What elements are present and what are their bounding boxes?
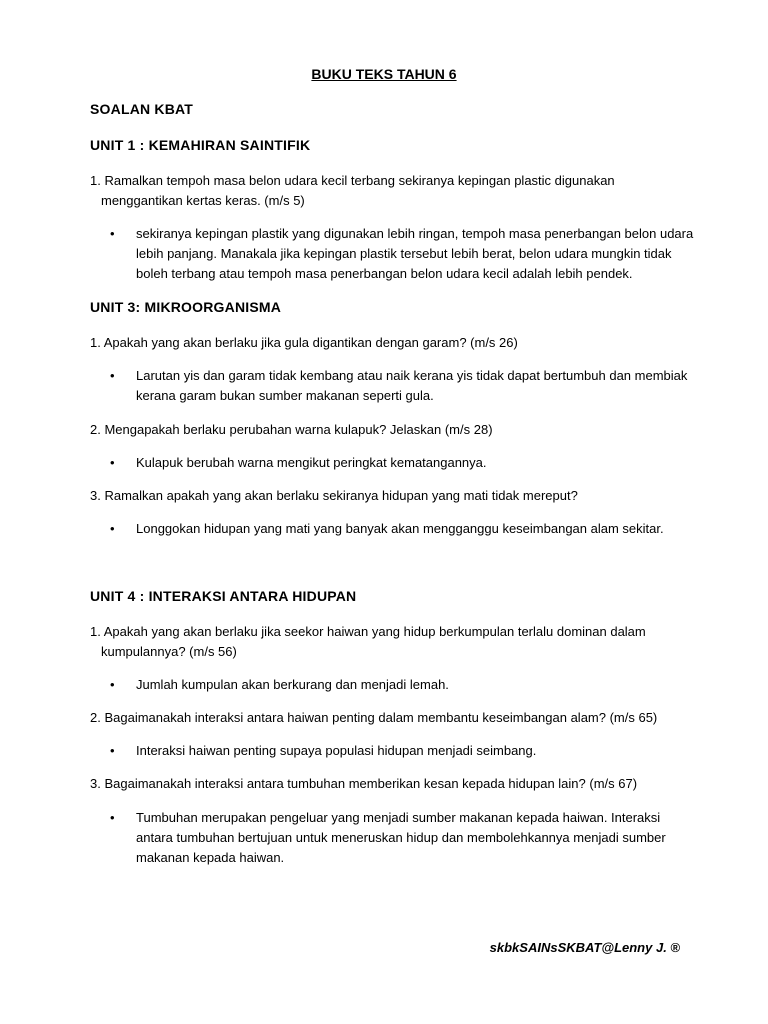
unit-4-answer-2 — [110, 741, 700, 761]
unit-4-question-1 — [90, 622, 690, 662]
unit-3-heading: UNIT 3: MIKROORGANISMA — [90, 299, 282, 315]
unit-3-question-2 — [90, 420, 690, 440]
unit-3-question-3 — [90, 486, 690, 506]
answer-text: Larutan yis dan garam tidak kembang atau naik kerana yis tidak dapat bertumbuh dan membiak kerana garam bukan sumber makanan seperti gula. — [136, 368, 688, 403]
answer-text: Tumbuhan merupakan pengeluar yang menjadi sumber makanan kepada haiwan. Interaksi antara tumbuhan bertujuan untuk meneruskan hidup dan membolehkannya menjadi sumber makanan kepada haiwan. — [136, 810, 666, 865]
footer-signature: skbkSAINsSKBAT@Lenny J. ® — [489, 940, 680, 955]
bullet-icon: • — [110, 368, 115, 383]
unit-4-heading: UNIT 4 : INTERAKSI ANTARA HIDUPAN — [90, 588, 357, 604]
bullet-icon: • — [110, 743, 115, 758]
answer-text: Longgokan hidupan yang mati yang banyak akan mengganggu keseimbangan alam sekitar. — [136, 521, 664, 536]
question-text: 3. Ramalkan apakah yang akan berlaku sekiranya hidupan yang mati tidak mereput? — [90, 488, 578, 503]
answer-text: Interaksi haiwan penting supaya populasi hidupan menjadi seimbang. — [136, 743, 537, 758]
unit-4-answer-1 — [110, 675, 700, 695]
unit-3-answer-3 — [110, 519, 700, 539]
unit-1-answer-1 — [110, 224, 700, 284]
unit-4-question-3 — [90, 774, 690, 794]
unit-4-question-2 — [90, 708, 690, 728]
unit-3-answer-2 — [110, 453, 700, 473]
bullet-icon: • — [110, 226, 115, 241]
bullet-icon: • — [110, 521, 115, 536]
bullet-icon: • — [110, 810, 115, 825]
question-text-continued: kumpulannya? (m/s 56) — [101, 644, 237, 659]
unit-3-answer-1 — [110, 366, 700, 406]
answer-text: Kulapuk berubah warna mengikut peringkat kematangannya. — [136, 455, 487, 470]
answer-text: sekiranya kepingan plastik yang digunakan lebih ringan, tempoh masa penerbangan belon udara lebih panjang. Manakala jika kepingan plastik tersebut lebih berat, belon udara mungkin tidak boleh terbang atau tempoh masa penerbangan belon udara kecil adalah lebih pendek. — [136, 226, 694, 281]
question-text: 1. Ramalkan tempoh masa belon udara kecil terbang sekiranya kepingan plastic digunakan — [90, 173, 615, 188]
question-text: 1. Apakah yang akan berlaku jika gula digantikan dengan garam? (m/s 26) — [90, 335, 518, 350]
subtitle-soalan-kbat: SOALAN KBAT — [90, 101, 194, 117]
unit-1-question-1 — [90, 171, 690, 211]
unit-3-question-1 — [90, 333, 690, 353]
question-text: 2. Bagaimanakah interaksi antara haiwan penting dalam membantu keseimbangan alam? (m/s 65) — [90, 710, 658, 725]
answer-text: Jumlah kumpulan akan berkurang dan menjadi lemah. — [136, 677, 449, 692]
unit-4-answer-3 — [110, 808, 700, 868]
question-text: 3. Bagaimanakah interaksi antara tumbuhan memberikan kesan kepada hidupan lain? (m/s 67) — [90, 776, 638, 791]
unit-1-heading: UNIT 1 : KEMAHIRAN SAINTIFIK — [90, 137, 311, 153]
question-text-continued: menggantikan kertas keras. (m/s 5) — [101, 193, 305, 208]
question-text: 1. Apakah yang akan berlaku jika seekor haiwan yang hidup berkumpulan terlalu dominan dalam — [90, 624, 646, 639]
bullet-icon: • — [110, 455, 115, 470]
bullet-icon: • — [110, 677, 115, 692]
page-title: BUKU TEKS TAHUN 6 — [311, 66, 457, 82]
question-text: 2. Mengapakah berlaku perubahan warna kulapuk? Jelaskan (m/s 28) — [90, 422, 493, 437]
